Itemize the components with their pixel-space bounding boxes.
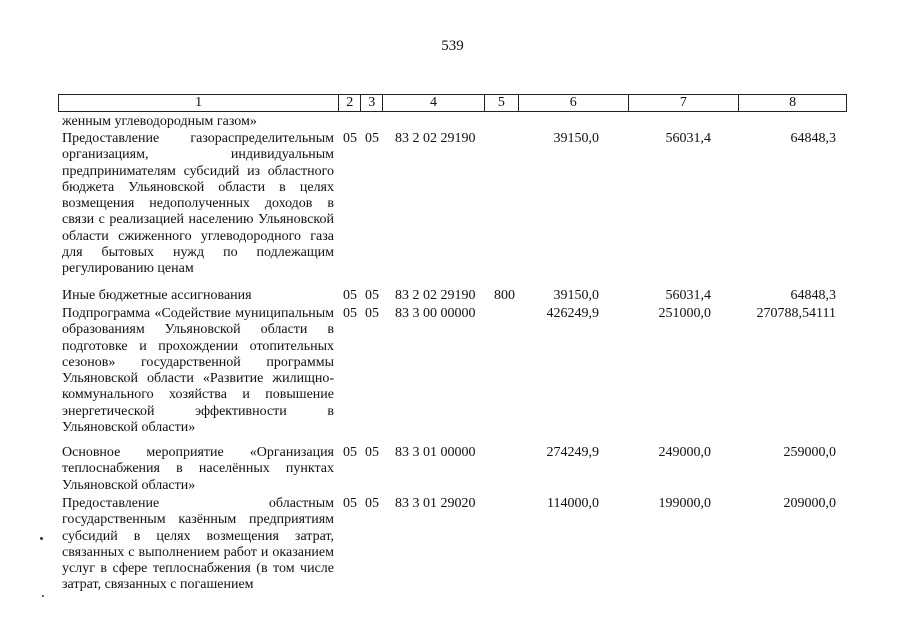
scan-speck — [42, 595, 44, 597]
row-pr: 05 — [365, 496, 379, 511]
row-value-1: 274249,9 — [546, 445, 599, 460]
row-csr: 83 2 02 29190 — [395, 288, 476, 303]
scan-speck — [40, 537, 43, 540]
row-csr: 83 3 01 29020 — [395, 496, 476, 511]
row-csr: 83 3 01 00000 — [395, 445, 476, 460]
row-pr: 05 — [365, 306, 379, 321]
header-cell-rz: 2 — [339, 95, 361, 111]
row-rz: 05 — [343, 306, 357, 321]
row-value-1: 114000,0 — [547, 496, 599, 511]
row-value-2: 56031,4 — [665, 288, 711, 303]
row-value-3: 270788,54111 — [756, 306, 836, 321]
row-description: Основное мероприятие «Организация теплоснабжения в населённых пунктах Ульяновской области» — [62, 445, 334, 493]
row-pr: 05 — [365, 288, 379, 303]
row-rz: 05 — [343, 496, 357, 511]
row-vr: 800 — [494, 288, 515, 303]
header-cell-name: 1 — [59, 95, 339, 111]
row-value-3: 209000,0 — [783, 496, 836, 511]
row-value-3: 64848,3 — [790, 288, 836, 303]
header-cell-csr: 4 — [383, 95, 485, 111]
row-value-1: 426249,9 — [546, 306, 599, 321]
table-header — [58, 94, 847, 112]
header-cell-year3: 8 — [789, 95, 797, 110]
row-pr: 05 — [365, 131, 379, 146]
row-value-2: 56031,4 — [665, 131, 711, 146]
row-description: Предоставление областным государственным казённым предприятиям субсидий в целях возмещения затрат, связанных с выполнением работ и оказанием услуг в сфере теплоснабжения (в том числе затрат, связанных с погашением — [62, 496, 334, 593]
row-rz: 05 — [343, 288, 357, 303]
row-value-1: 39150,0 — [553, 131, 599, 146]
page-number: 539 — [441, 38, 464, 54]
row-description: Подпрограмма «Содействие муниципальным образованиям Ульяновской области в подготовке и прохождении отопительных сезонов» государственной программы Ульяновской области «Развитие жилищно-коммунального хозяйства и повышение энергетической эффективности в Ульяновской области» — [62, 306, 334, 436]
row-value-3: 259000,0 — [783, 445, 836, 460]
row-csr: 83 3 00 00000 — [395, 306, 476, 321]
row-value-2: 199000,0 — [658, 496, 711, 511]
row-value-2: 251000,0 — [658, 306, 711, 321]
row-value-2: 249000,0 — [658, 445, 711, 460]
row-rz: 05 — [343, 445, 357, 460]
row-value-3: 64848,3 — [790, 131, 836, 146]
row-description: женным углеводородным газом» — [62, 114, 257, 129]
row-rz: 05 — [343, 131, 357, 146]
row-description: Иные бюджетные ассигнования — [62, 288, 252, 303]
header-cell-year1: 6 — [519, 95, 629, 111]
header-cell-pr: 3 — [361, 95, 383, 111]
header-cell-year2: 7 — [629, 95, 740, 111]
row-csr: 83 2 02 29190 — [395, 131, 476, 146]
row-description: Предоставление газораспределительным организациям, индивидуальным предпринимателям субсидий из областного бюджета Ульяновской области в целях возмещения недополученных доходов в связи с реализацией населению Ульяновской области сжиженного углеводородного газа для бытовых нужд по подлежащим регулированию ценам — [62, 131, 334, 277]
row-pr: 05 — [365, 445, 379, 460]
row-value-1: 39150,0 — [553, 288, 599, 303]
header-cell-vr: 5 — [485, 95, 519, 111]
